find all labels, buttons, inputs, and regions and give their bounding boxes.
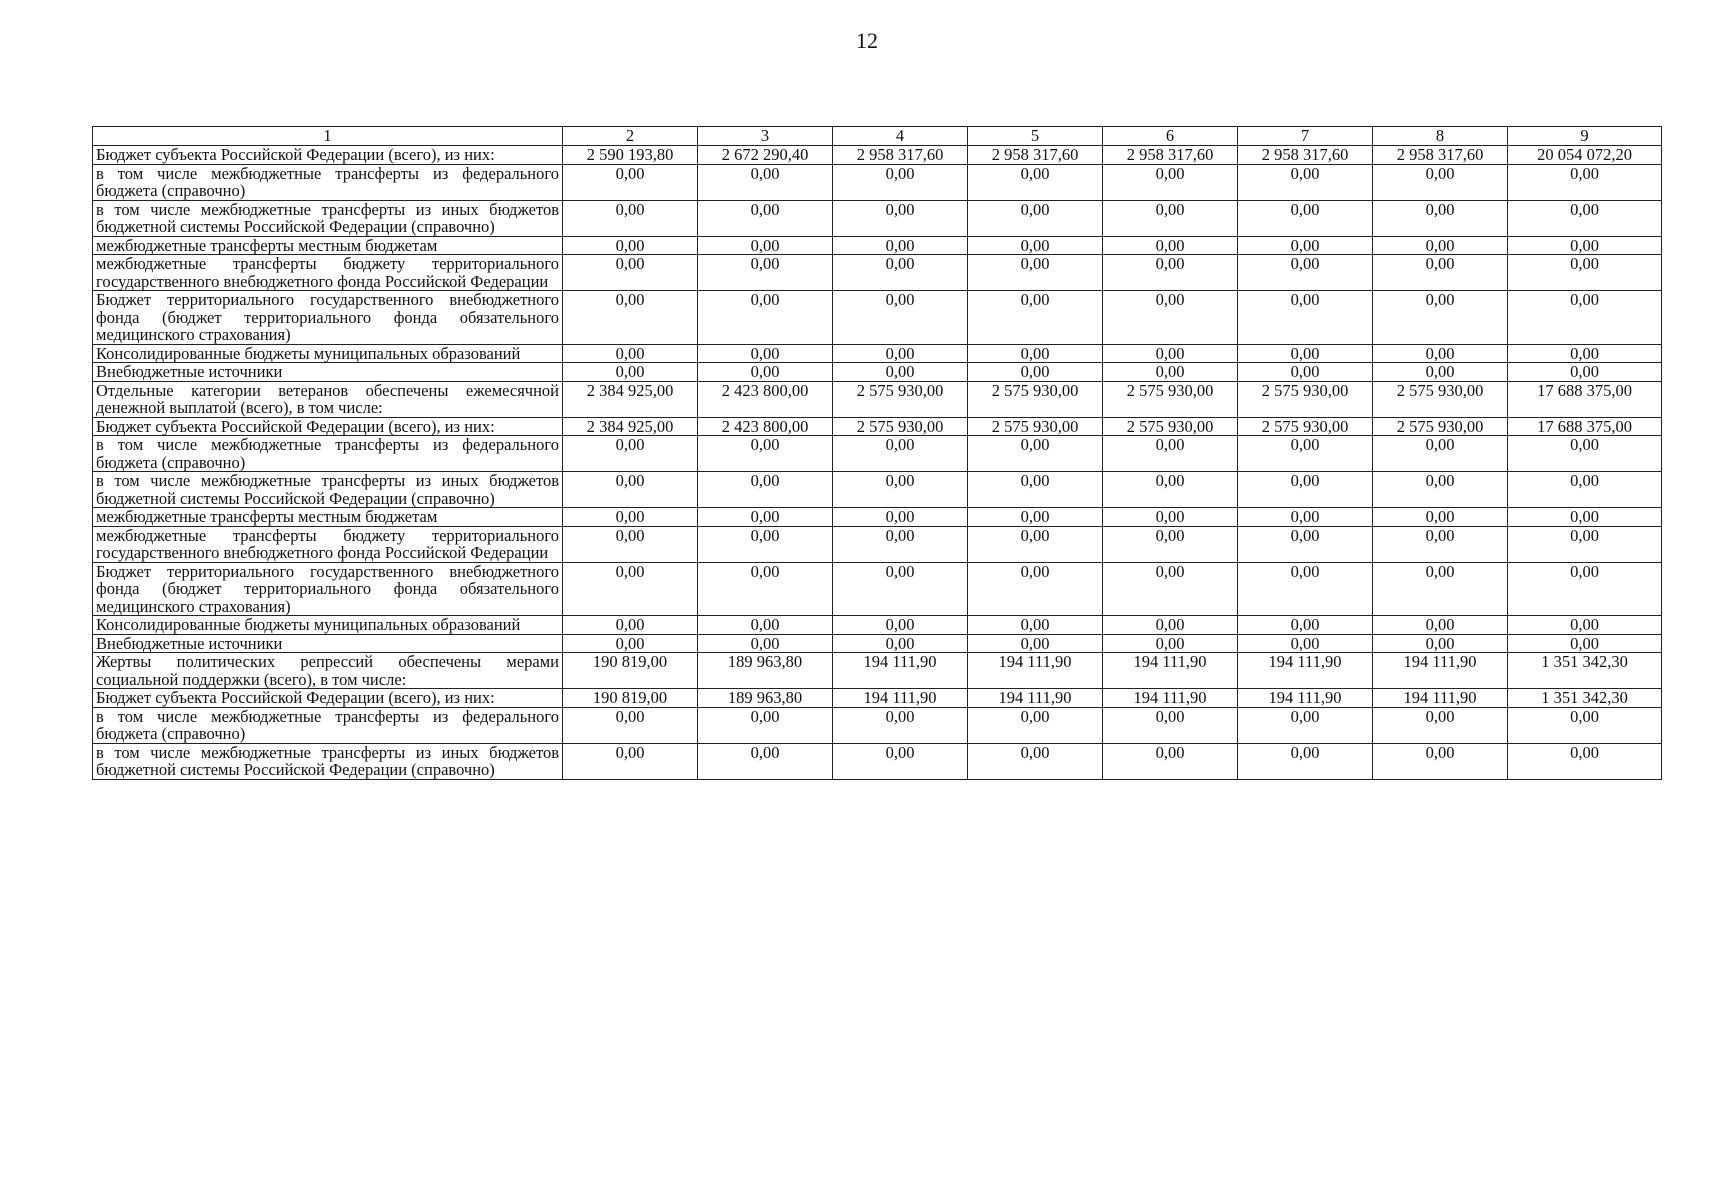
table-row [93, 634, 1662, 653]
value-cell: 0,00 [698, 164, 833, 200]
row-label: Бюджет субъекта Российской Федерации (всего), из них: [93, 146, 563, 165]
value-cell: 0,00 [1373, 200, 1508, 236]
value-cell: 0,00 [1103, 616, 1238, 635]
value-cell: 2 575 930,00 [833, 381, 968, 417]
value-cell: 0,00 [1103, 526, 1238, 562]
value-cell: 0,00 [1373, 363, 1508, 382]
value-cell: 0,00 [833, 200, 968, 236]
value-cell: 0,00 [833, 508, 968, 527]
value-cell: 0,00 [968, 164, 1103, 200]
value-cell: 0,00 [1103, 236, 1238, 255]
value-cell: 0,00 [563, 255, 698, 291]
value-cell: 0,00 [1238, 508, 1373, 527]
value-cell: 2 575 930,00 [1103, 381, 1238, 417]
value-cell: 0,00 [1373, 743, 1508, 779]
value-cell: 0,00 [833, 436, 968, 472]
value-cell: 0,00 [563, 508, 698, 527]
table-row [93, 653, 1662, 689]
value-cell: 2 958 317,60 [1373, 146, 1508, 165]
value-cell: 0,00 [1238, 743, 1373, 779]
value-cell: 0,00 [833, 634, 968, 653]
value-cell: 0,00 [1508, 291, 1662, 345]
row-label: Внебюджетные источники [93, 363, 563, 382]
value-cell: 0,00 [563, 707, 698, 743]
value-cell: 0,00 [1373, 472, 1508, 508]
value-cell: 0,00 [1103, 743, 1238, 779]
value-cell: 0,00 [1103, 508, 1238, 527]
row-label: Консолидированные бюджеты муниципальных образований [93, 616, 563, 635]
value-cell: 0,00 [1103, 291, 1238, 345]
row-label: в том числе межбюджетные трансферты из федерального бюджета (справочно) [93, 164, 563, 200]
value-cell: 0,00 [968, 344, 1103, 363]
value-cell: 0,00 [1373, 707, 1508, 743]
value-cell: 2 672 290,40 [698, 146, 833, 165]
value-cell: 2 575 930,00 [968, 381, 1103, 417]
value-cell: 0,00 [563, 743, 698, 779]
value-cell: 0,00 [1373, 436, 1508, 472]
value-cell: 20 054 072,20 [1508, 146, 1662, 165]
value-cell: 0,00 [698, 616, 833, 635]
table-row [93, 291, 1662, 345]
value-cell: 0,00 [968, 200, 1103, 236]
value-cell: 194 111,90 [1373, 653, 1508, 689]
value-cell: 189 963,80 [698, 689, 833, 708]
value-cell: 0,00 [1508, 164, 1662, 200]
value-cell: 0,00 [698, 255, 833, 291]
value-cell: 0,00 [1373, 344, 1508, 363]
value-cell: 0,00 [968, 743, 1103, 779]
value-cell: 2 423 800,00 [698, 417, 833, 436]
row-label: Консолидированные бюджеты муниципальных образований [93, 344, 563, 363]
value-cell: 17 688 375,00 [1508, 417, 1662, 436]
value-cell: 0,00 [968, 472, 1103, 508]
column-header: 6 [1103, 127, 1238, 146]
row-label: в том числе межбюджетные трансферты из федерального бюджета (справочно) [93, 436, 563, 472]
value-cell: 0,00 [698, 200, 833, 236]
page-number: 12 [856, 28, 878, 53]
value-cell: 2 575 930,00 [968, 417, 1103, 436]
value-cell: 0,00 [698, 508, 833, 527]
value-cell: 2 958 317,60 [1103, 146, 1238, 165]
table-body [93, 127, 1662, 780]
value-cell: 194 111,90 [968, 653, 1103, 689]
value-cell: 0,00 [1103, 634, 1238, 653]
value-cell: 0,00 [1238, 344, 1373, 363]
value-cell: 0,00 [1103, 707, 1238, 743]
value-cell: 2 575 930,00 [1238, 417, 1373, 436]
value-cell: 0,00 [968, 707, 1103, 743]
value-cell: 0,00 [1103, 255, 1238, 291]
row-label: в том числе межбюджетные трансферты из федерального бюджета (справочно) [93, 707, 563, 743]
value-cell: 0,00 [968, 634, 1103, 653]
value-cell: 0,00 [1508, 200, 1662, 236]
value-cell: 0,00 [833, 291, 968, 345]
value-cell: 0,00 [1373, 634, 1508, 653]
table-row [93, 236, 1662, 255]
value-cell: 0,00 [1238, 436, 1373, 472]
value-cell: 0,00 [968, 255, 1103, 291]
value-cell: 0,00 [1373, 164, 1508, 200]
table-row [93, 689, 1662, 708]
column-header: 4 [833, 127, 968, 146]
value-cell: 0,00 [1238, 200, 1373, 236]
value-cell: 0,00 [563, 200, 698, 236]
row-label: в том числе межбюджетные трансферты из иных бюджетов бюджетной системы Российской Федерации (справочно) [93, 472, 563, 508]
value-cell: 0,00 [968, 562, 1103, 616]
table-row [93, 743, 1662, 779]
value-cell: 1 351 342,30 [1508, 653, 1662, 689]
value-cell: 194 111,90 [1238, 653, 1373, 689]
value-cell: 2 590 193,80 [563, 146, 698, 165]
value-cell: 0,00 [833, 472, 968, 508]
row-label: в том числе межбюджетные трансферты из иных бюджетов бюджетной системы Российской Федерации (справочно) [93, 200, 563, 236]
value-cell: 0,00 [1373, 616, 1508, 635]
column-header: 3 [698, 127, 833, 146]
table-row [93, 344, 1662, 363]
value-cell: 0,00 [833, 707, 968, 743]
value-cell: 0,00 [698, 363, 833, 382]
value-cell: 0,00 [1373, 291, 1508, 345]
column-header: 5 [968, 127, 1103, 146]
value-cell: 0,00 [563, 616, 698, 635]
value-cell: 0,00 [698, 291, 833, 345]
value-cell: 0,00 [968, 616, 1103, 635]
value-cell: 0,00 [563, 526, 698, 562]
value-cell: 0,00 [1508, 562, 1662, 616]
value-cell: 2 575 930,00 [1373, 417, 1508, 436]
value-cell: 194 111,90 [968, 689, 1103, 708]
value-cell: 0,00 [1238, 634, 1373, 653]
column-header: 7 [1238, 127, 1373, 146]
value-cell: 194 111,90 [1103, 653, 1238, 689]
value-cell: 0,00 [1238, 562, 1373, 616]
value-cell: 0,00 [1373, 508, 1508, 527]
row-label: межбюджетные трансферты бюджету территориального государственного внебюджетного фонда Российской Федерации [93, 526, 563, 562]
value-cell: 2 384 925,00 [563, 381, 698, 417]
value-cell: 190 819,00 [563, 689, 698, 708]
value-cell: 0,00 [1238, 363, 1373, 382]
value-cell: 0,00 [968, 508, 1103, 527]
value-cell: 0,00 [1508, 344, 1662, 363]
value-cell: 0,00 [1238, 707, 1373, 743]
value-cell: 194 111,90 [833, 689, 968, 708]
value-cell: 0,00 [563, 472, 698, 508]
value-cell: 0,00 [698, 743, 833, 779]
table-row [93, 164, 1662, 200]
budget-table [92, 126, 1662, 780]
value-cell: 194 111,90 [1373, 689, 1508, 708]
value-cell: 0,00 [833, 164, 968, 200]
value-cell: 0,00 [563, 344, 698, 363]
value-cell: 2 575 930,00 [833, 417, 968, 436]
column-header: 1 [93, 127, 563, 146]
value-cell: 0,00 [833, 236, 968, 255]
row-label: Бюджет территориального государственного внебюджетного фонда (бюджет территориального фонда обязательного медицинского страхования) [93, 562, 563, 616]
column-header: 2 [563, 127, 698, 146]
row-label: межбюджетные трансферты местным бюджетам [93, 508, 563, 527]
value-cell: 0,00 [1373, 255, 1508, 291]
row-label: Бюджет территориального государственного внебюджетного фонда (бюджет территориального фонда обязательного медицинского страхования) [93, 291, 563, 345]
header-row [93, 127, 1662, 146]
value-cell: 0,00 [1238, 472, 1373, 508]
value-cell: 0,00 [1508, 472, 1662, 508]
table-row [93, 526, 1662, 562]
value-cell: 2 384 925,00 [563, 417, 698, 436]
value-cell: 0,00 [1238, 526, 1373, 562]
value-cell: 0,00 [563, 291, 698, 345]
value-cell: 0,00 [1238, 236, 1373, 255]
table-row [93, 707, 1662, 743]
value-cell: 0,00 [1373, 236, 1508, 255]
row-label: межбюджетные трансферты местным бюджетам [93, 236, 563, 255]
table-row [93, 417, 1662, 436]
row-label: Внебюджетные источники [93, 634, 563, 653]
value-cell: 194 111,90 [1103, 689, 1238, 708]
value-cell: 0,00 [563, 164, 698, 200]
value-cell: 0,00 [1508, 508, 1662, 527]
value-cell: 0,00 [1508, 436, 1662, 472]
value-cell: 0,00 [698, 562, 833, 616]
table-row [93, 200, 1662, 236]
value-cell: 2 423 800,00 [698, 381, 833, 417]
value-cell: 2 958 317,60 [833, 146, 968, 165]
value-cell: 0,00 [1373, 526, 1508, 562]
value-cell: 0,00 [833, 526, 968, 562]
table-row [93, 616, 1662, 635]
table-row [93, 255, 1662, 291]
value-cell: 2 575 930,00 [1103, 417, 1238, 436]
value-cell: 0,00 [1103, 344, 1238, 363]
value-cell: 0,00 [698, 634, 833, 653]
value-cell: 0,00 [1103, 436, 1238, 472]
value-cell: 0,00 [1508, 707, 1662, 743]
value-cell: 194 111,90 [833, 653, 968, 689]
value-cell: 0,00 [698, 472, 833, 508]
column-header: 8 [1373, 127, 1508, 146]
value-cell: 0,00 [698, 344, 833, 363]
value-cell: 0,00 [1238, 291, 1373, 345]
value-cell: 0,00 [698, 236, 833, 255]
value-cell: 0,00 [1508, 526, 1662, 562]
value-cell: 0,00 [968, 526, 1103, 562]
table-row [93, 508, 1662, 527]
value-cell: 0,00 [1508, 236, 1662, 255]
value-cell: 0,00 [1103, 562, 1238, 616]
value-cell: 0,00 [968, 436, 1103, 472]
value-cell: 0,00 [563, 562, 698, 616]
value-cell: 0,00 [563, 363, 698, 382]
value-cell: 0,00 [1508, 634, 1662, 653]
value-cell: 0,00 [698, 436, 833, 472]
value-cell: 0,00 [833, 616, 968, 635]
value-cell: 0,00 [563, 436, 698, 472]
row-label: межбюджетные трансферты бюджету территориального государственного внебюджетного фонда Российской Федерации [93, 255, 563, 291]
value-cell: 0,00 [1508, 255, 1662, 291]
value-cell: 17 688 375,00 [1508, 381, 1662, 417]
value-cell: 0,00 [698, 526, 833, 562]
row-label: Бюджет субъекта Российской Федерации (всего), из них: [93, 689, 563, 708]
value-cell: 0,00 [1103, 164, 1238, 200]
value-cell: 0,00 [833, 344, 968, 363]
value-cell: 0,00 [833, 743, 968, 779]
row-label: в том числе межбюджетные трансферты из иных бюджетов бюджетной системы Российской Федерации (справочно) [93, 743, 563, 779]
table-row [93, 363, 1662, 382]
value-cell: 0,00 [563, 634, 698, 653]
value-cell: 189 963,80 [698, 653, 833, 689]
value-cell: 190 819,00 [563, 653, 698, 689]
value-cell: 0,00 [968, 236, 1103, 255]
value-cell: 0,00 [1508, 363, 1662, 382]
value-cell: 0,00 [1103, 472, 1238, 508]
value-cell: 2 575 930,00 [1238, 381, 1373, 417]
value-cell: 194 111,90 [1238, 689, 1373, 708]
value-cell: 0,00 [833, 255, 968, 291]
row-label: Бюджет субъекта Российской Федерации (всего), из них: [93, 417, 563, 436]
value-cell: 2 958 317,60 [968, 146, 1103, 165]
value-cell: 0,00 [968, 291, 1103, 345]
table-row [93, 436, 1662, 472]
value-cell: 0,00 [1508, 616, 1662, 635]
table-row [93, 562, 1662, 616]
table-row [93, 472, 1662, 508]
column-header: 9 [1508, 127, 1662, 146]
value-cell: 2 958 317,60 [1238, 146, 1373, 165]
value-cell: 0,00 [1508, 743, 1662, 779]
value-cell: 0,00 [1373, 562, 1508, 616]
table-row [93, 146, 1662, 165]
value-cell: 0,00 [698, 707, 833, 743]
value-cell: 0,00 [833, 363, 968, 382]
row-label: Отдельные категории ветеранов обеспечены ежемесячной денежной выплатой (всего), в том числе: [93, 381, 563, 417]
value-cell: 0,00 [563, 236, 698, 255]
value-cell: 0,00 [1103, 363, 1238, 382]
value-cell: 0,00 [833, 562, 968, 616]
value-cell: 0,00 [968, 363, 1103, 382]
value-cell: 0,00 [1238, 164, 1373, 200]
value-cell: 0,00 [1103, 200, 1238, 236]
value-cell: 2 575 930,00 [1373, 381, 1508, 417]
value-cell: 0,00 [1238, 616, 1373, 635]
value-cell: 1 351 342,30 [1508, 689, 1662, 708]
table-row [93, 381, 1662, 417]
value-cell: 0,00 [1238, 255, 1373, 291]
row-label: Жертвы политических репрессий обеспечены мерами социальной поддержки (всего), в том числе: [93, 653, 563, 689]
